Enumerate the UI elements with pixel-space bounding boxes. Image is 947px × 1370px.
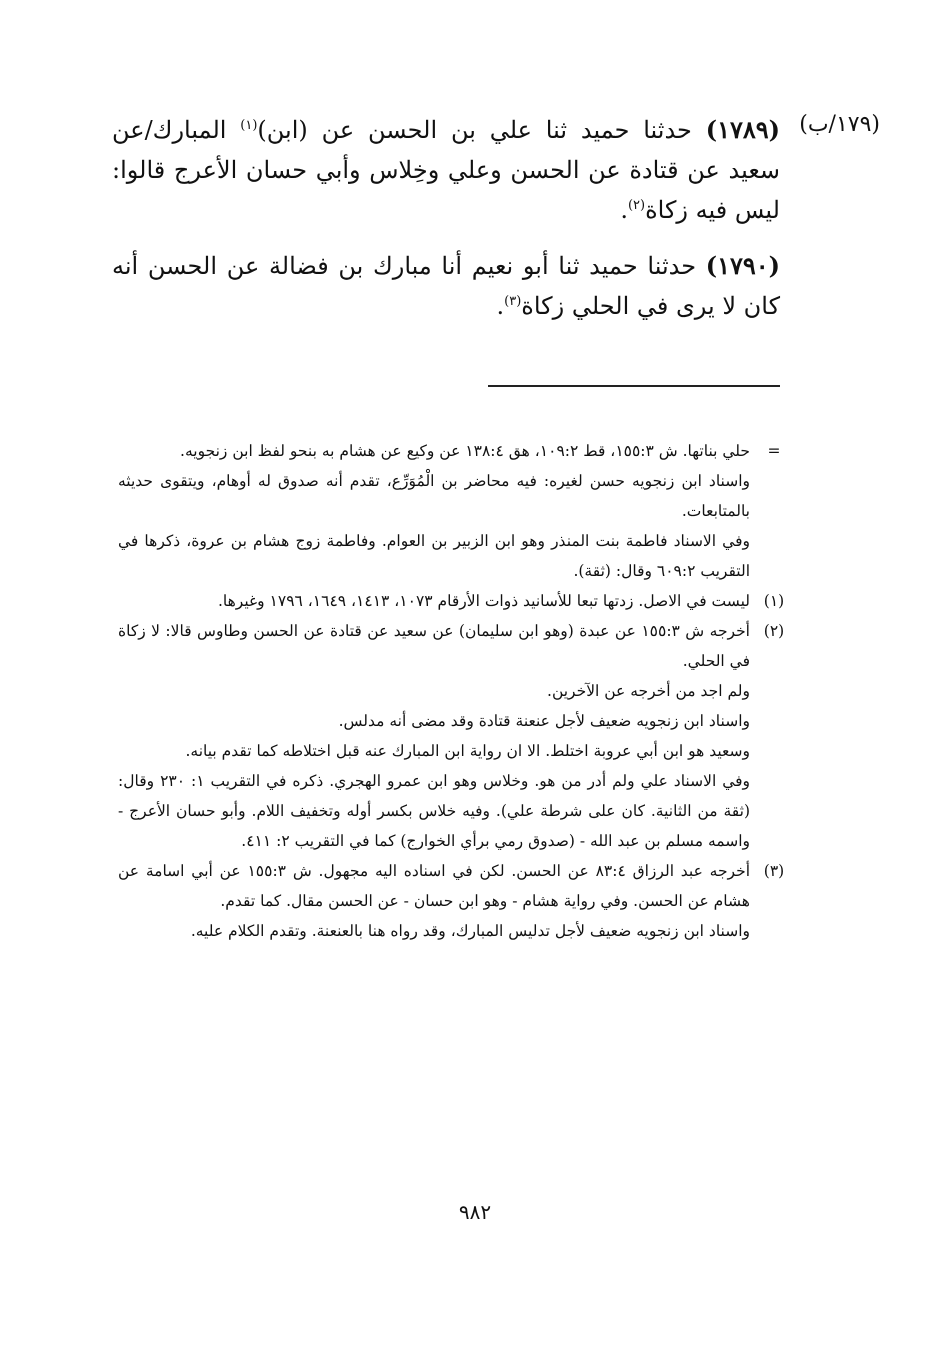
footnote-line: واسناد ابن زنجويه حسن لغيره: فيه محاضر بن الْمُوَرِّع، تقدم أنه صدوق له أوهام، ويتقوى حديثه بالمتابعات. — [118, 472, 750, 520]
footnote-marker: (٢) — [763, 622, 785, 640]
footnote-line: أخرجه ش ١٥٥:٣ عن عبدة (وهو ابن سليمان) عن سعيد عن قتادة عن الحسن وطاوس قالا: لا زكاة في الحلي. — [118, 622, 750, 670]
hadith-text: حدثنا حميد ثنا علي بن الحسن عن (ابن) — [257, 116, 706, 144]
footnote-line: واسناد ابن زنجويه ضعيف لأجل تدليس المبارك، وقد رواه هنا بالعنعنة. وتقدم الكلام عليه. — [190, 922, 750, 940]
margin-folio-reference: (١٧٩/ب) — [799, 112, 880, 137]
footnote-line: وسعيد هو ابن أبي عروبة اختلط. الا ان رواية ابن المبارك عنه قبل اختلاطه كما تقدم بيانه. — [185, 742, 750, 760]
footnote-marker: = — [767, 442, 781, 460]
footnote-body — [118, 586, 750, 616]
footnote-line: ليست في الاصل. زدتها تبعا للأسانيد ذوات الأرقام ١٠٧٣، ١٤١٣، ١٦٤٩، ١٧٩٦ وغيرها. — [217, 592, 750, 610]
footnote-ref-1[interactable]: (١) — [240, 118, 258, 133]
footnote-line: وفي الاسناد علي ولم أدر من هو. وخلاس وهو ابن عمرو الهجري. ذكره في التقريب ١: ٢٣٠ وقال: (ثقة من الثانية. كان على شرطة علي). وفيه خلاس بكسر أوله وتخفيف اللام. وأبو حسان الأعرج - واسمه مسلم بن عبد الله - (صدوق رمي برأي الخوارج) كما في التقريب ٢: ٤١١. — [118, 772, 751, 850]
footnote-ref-2[interactable]: (٢) — [627, 198, 646, 213]
footnote-marker: (١) — [763, 592, 785, 610]
footnote-continuation — [118, 436, 798, 586]
footnote-ref-3[interactable]: (٣) — [504, 294, 522, 309]
hadith-text: المبارك/عن سعيد عن قتادة عن الحسن وعلي وخِلاس وأبي حسان الأعرج قالوا: ليس فيه زكاة — [112, 116, 780, 224]
footnote-separator — [488, 385, 780, 387]
hadith-number: (١٧٨٩) — [705, 115, 780, 144]
hadith-1789 — [112, 110, 780, 230]
footnote-3 — [118, 856, 798, 946]
footnote-body — [118, 616, 750, 856]
hadith-number: (١٧٩٠) — [705, 251, 780, 280]
footnote-marker: (٣) — [763, 862, 785, 880]
hadith-end: . — [620, 196, 628, 224]
footnote-body — [118, 436, 750, 586]
footnote-1 — [118, 586, 798, 616]
page-number: ٩٨٢ — [458, 1200, 492, 1224]
footnotes — [118, 436, 798, 946]
footnote-line: ولم اجد من أخرجه عن الآخرين. — [547, 682, 750, 700]
hadith-1790 — [112, 246, 780, 326]
main-text — [112, 110, 780, 342]
footnote-line: وفي الاسناد فاطمة بنت المنذر وهو ابن الزبير بن العوام. وفاطمة زوج هشام بن عروة، ذكرها في التقريب ٦٠٩:٢ وقال: (ثقة). — [118, 532, 750, 580]
footnote-line: حلي بناتها. ش ١٥٥:٣، قط ١٠٩:٢، هق ١٣٨:٤ عن وكيع عن هشام به بنحو لفظ ابن زنجويه. — [180, 442, 750, 460]
footnote-2 — [118, 616, 798, 856]
footnote-line: أخرجه عبد الرزاق ٨٣:٤ عن الحسن. لكن في اسناده اليه مجهول. ش ١٥٥:٣ عن أبي اسامة عن هشام عن الحسن. وفي رواية هشام - وهو ابن حسان - عن الحسن مقال. كما تقدم. — [118, 862, 750, 910]
footnote-body — [118, 856, 750, 946]
footnote-line: واسناد ابن زنجويه ضعيف لأجل عنعنة قتادة وقد مضى أنه مدلس. — [338, 712, 750, 730]
hadith-end: . — [496, 292, 505, 320]
hadith-text: حدثنا حميد ثنا أبو نعيم أنا مبارك بن فضالة عن الحسن أنه كان لا يرى في الحلي زكاة — [112, 252, 780, 320]
